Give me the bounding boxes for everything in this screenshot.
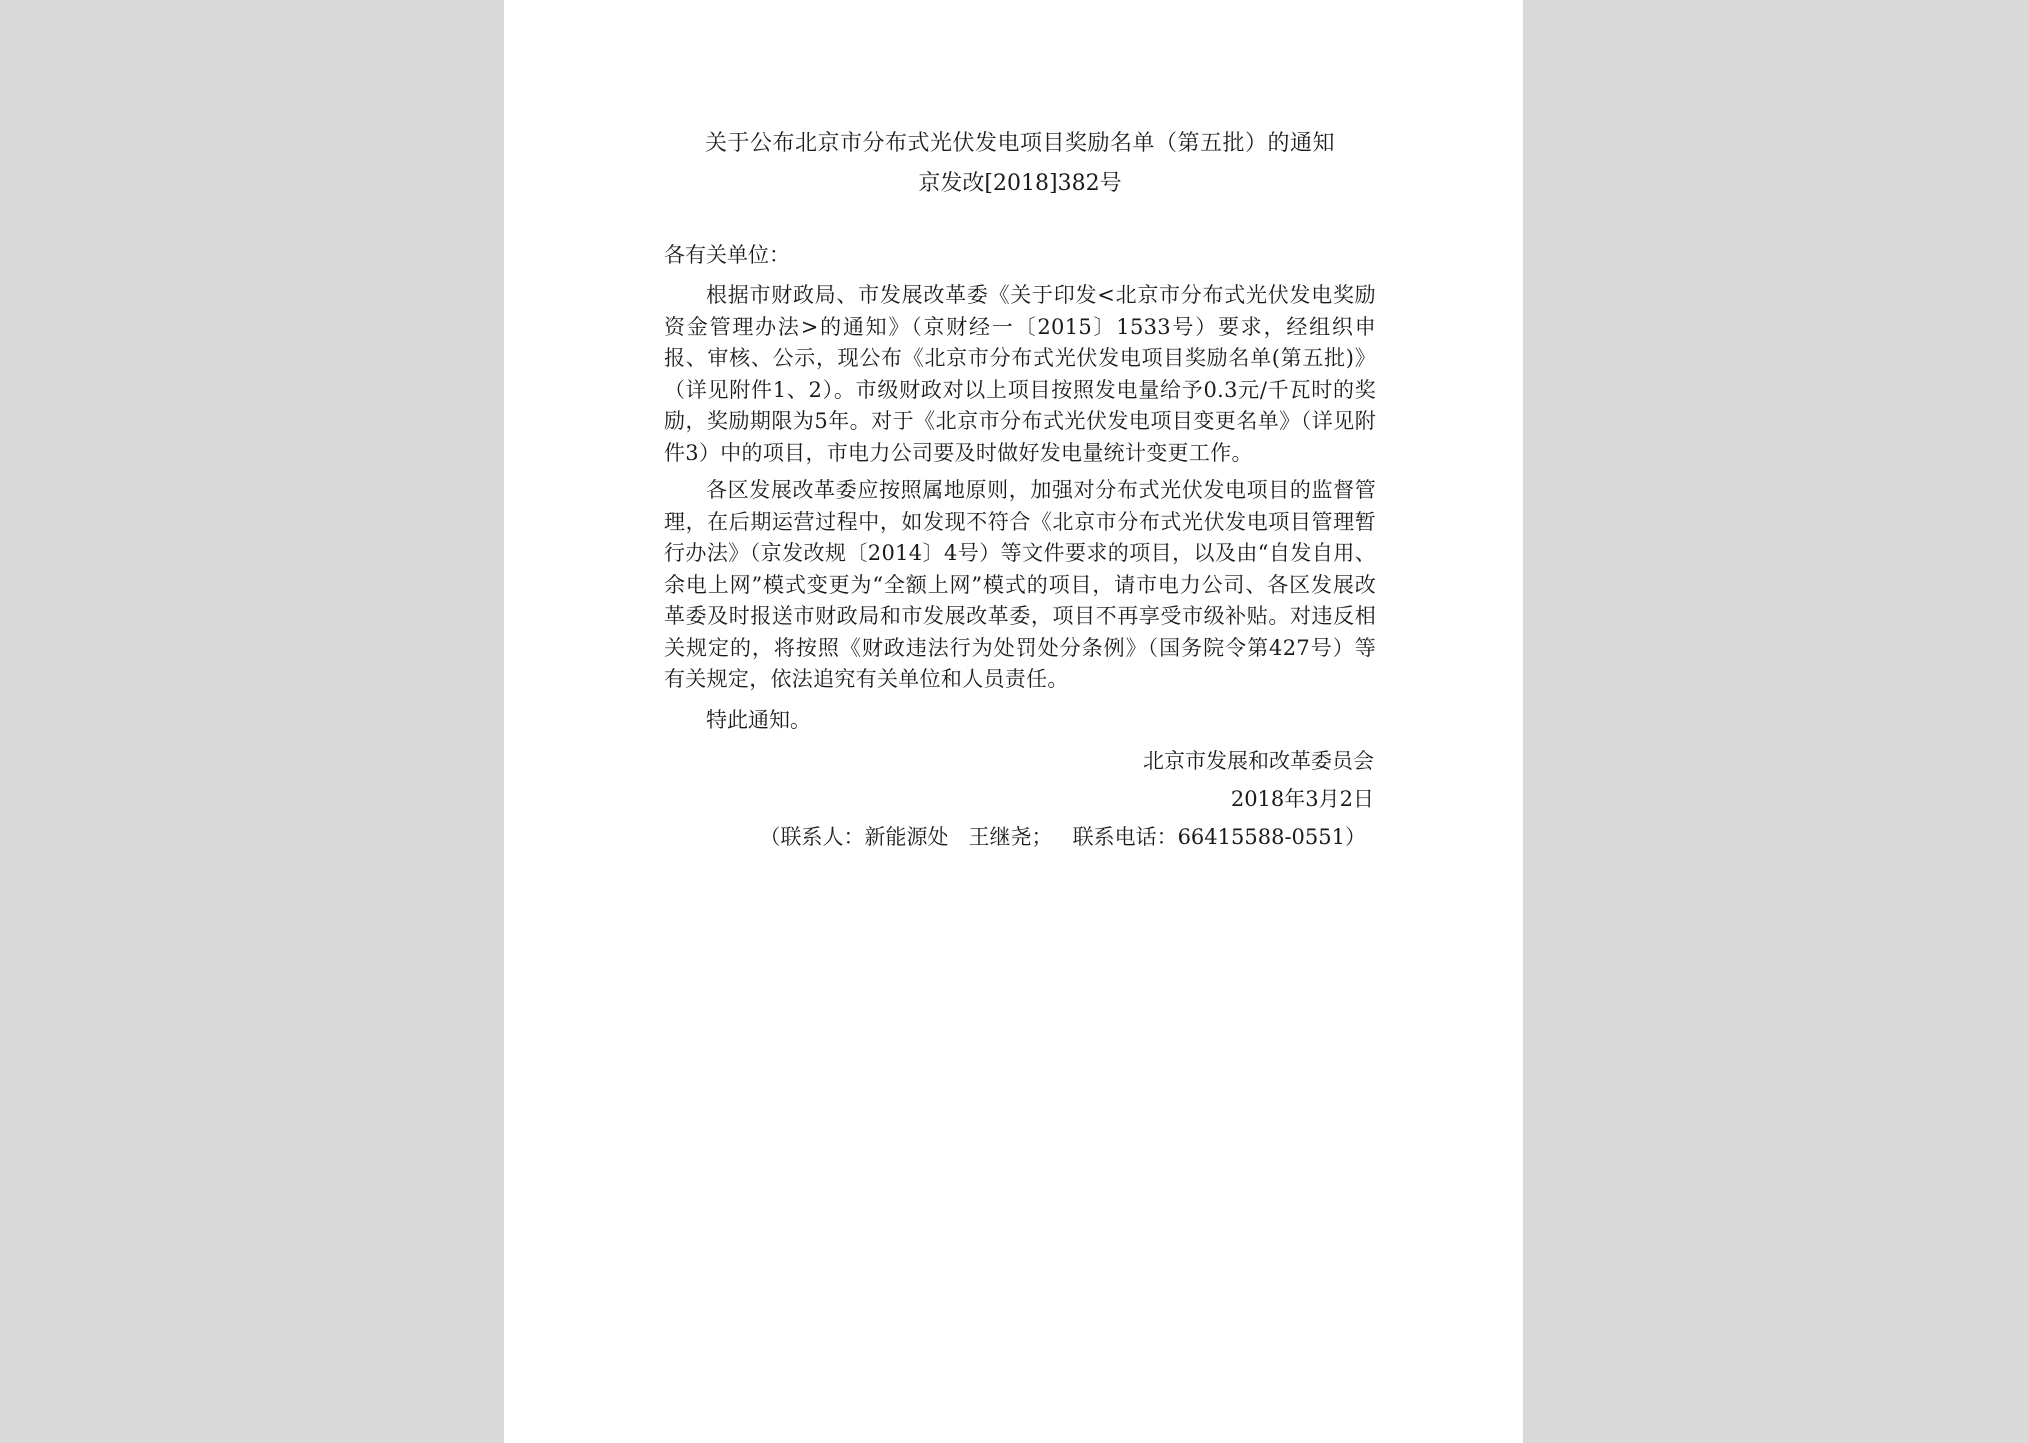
document-title: 关于公布北京市分布式光伏发电项目奖励名单（第五批）的通知 [704, 131, 1335, 156]
document-number: 京发改[2018]382号 [918, 171, 1122, 196]
salutation: 各有关单位： [664, 243, 790, 267]
paragraph-2: 各区发展改革委应按照属地原则，加强对分布式光伏发电项目的监督管理，在后期运营过程中，如发现不符合《北京市分布式光伏发电项目管理暂行办法》（京发改规〔2014〕4号）等文件要求的项目，以及由“自发自用、余电上网”模式变更为“全额上网”模式的项目，请市电力公司、各区发展改革委及时报送市财政局和市发展改革委，项目不再享受市级补贴。对违反相关规定的，将按照《财政违法行为处罚处分条例》（国务院令第427号）等有关规定，依法追究有关单位和人员责任。 [664, 478, 1376, 691]
document-body [664, 124, 1376, 856]
paragraph-1: 根据市财政局、市发展改革委《关于印发<北京市分布式光伏发电奖励资金管理办法>的通知》（京财经一〔2015〕1533号）要求，经组织申报、审核、公示，现公布《北京市分布式光伏发电项目奖励名单(第五批)》（详见附件1、2）。市级财政对以上项目按照发电量给予0.3元/千瓦时的奖励，奖励期限为5年。对于《北京市分布式光伏发电项目变更名单》（详见附件3）中的项目，市电力公司要及时做好发电量统计变更工作。 [664, 283, 1376, 465]
contact-info: （联系人：新能源处 王继尧； 联系电话：66415588-0551） [759, 824, 1366, 849]
issuer-signature: 北京市发展和改革委员会 [1143, 748, 1374, 773]
issue-date: 2018年3月2日 [1230, 786, 1374, 811]
document-page [504, 0, 1523, 1443]
closing-line: 特此通知。 [706, 707, 811, 732]
